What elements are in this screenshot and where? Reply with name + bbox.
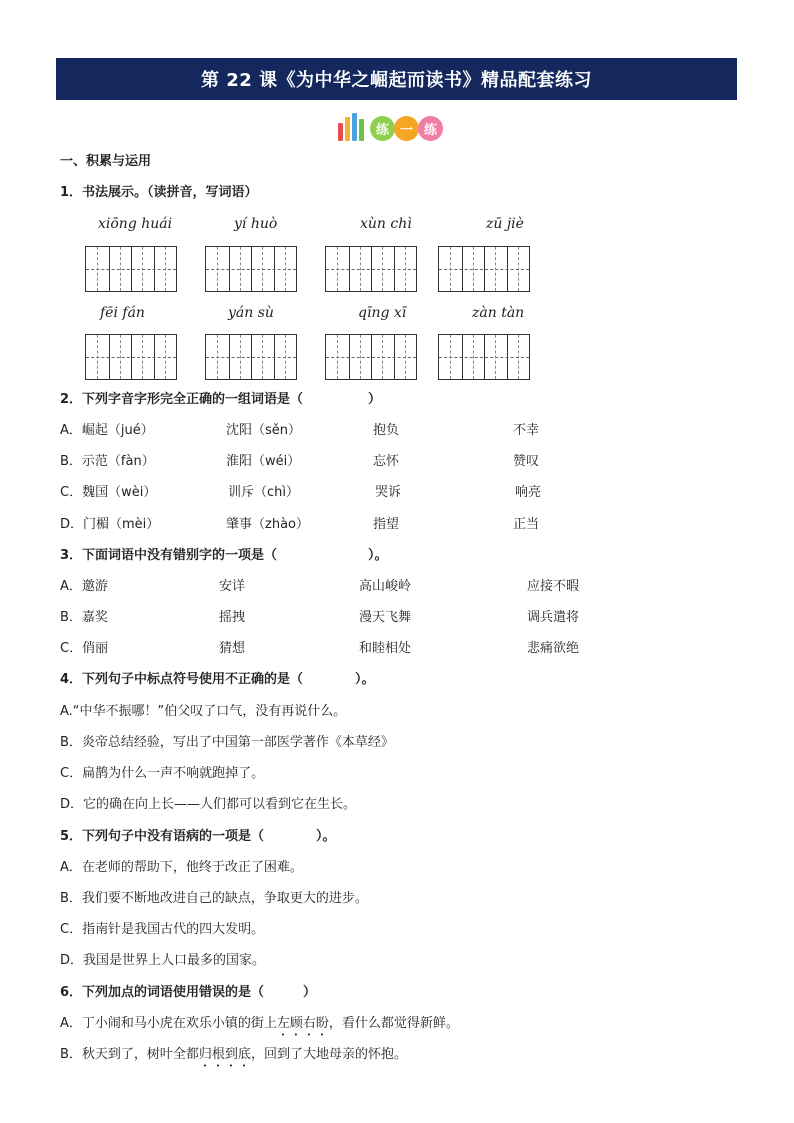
pinyin: yán sù	[228, 305, 274, 321]
option-d-word: 正当	[513, 517, 540, 532]
option-c: C．指南针是我国古代的四大发明。	[60, 922, 265, 937]
pencil-icon	[359, 119, 364, 141]
pinyin: yí huò	[234, 216, 278, 232]
option-c: C．扁鹊为什么一声不响就跑掉了。	[60, 766, 265, 781]
page-title: 第 22 课《为中华之崛起而读书》精品配套练习	[56, 58, 737, 100]
option-b: B．示范（fàn）	[60, 454, 155, 469]
writing-grid[interactable]	[85, 334, 177, 380]
badge-char: 练	[418, 116, 443, 141]
pinyin: xùn chì	[360, 216, 412, 232]
section-heading: 一、积累与运用	[60, 154, 152, 169]
option-b-word: 调兵遣将	[527, 610, 580, 625]
pinyin: xiōng huái	[98, 216, 173, 232]
option-d-word: 肇事（zhào）	[226, 517, 309, 532]
option-c-word: 训斥（chì）	[228, 485, 299, 500]
option-a-word: 不幸	[513, 423, 540, 438]
option-a: A.“中华不振哪！”伯父叹了口气，没有再说什么。	[60, 704, 347, 719]
question-2: 2．下列字音字形完全正确的一组词语是（ ）	[60, 392, 382, 407]
option-c-word: 哭诉	[375, 485, 402, 500]
pinyin: zàn tàn	[472, 305, 525, 321]
option-a-word: 抱负	[373, 423, 400, 438]
badge-char: 练	[370, 116, 395, 141]
pencil-icon	[352, 113, 357, 141]
option-c-word: 响亮	[515, 485, 542, 500]
option-a: A．在老师的帮助下，他终于改正了困难。	[60, 860, 303, 875]
dotted-word: 左顾右盼	[276, 1016, 329, 1031]
option-a: A．邀游	[60, 579, 108, 594]
writing-grid[interactable]	[438, 246, 530, 292]
pencil-icon	[338, 123, 343, 141]
option-d: D．门楣（mèi）	[60, 517, 160, 532]
option-a-word: 应接不暇	[527, 579, 580, 594]
option-b: B．嘉奖	[60, 610, 108, 625]
practice-badge	[338, 113, 446, 143]
option-c: C．魏国（wèi）	[60, 485, 157, 500]
option-c-word: 猜想	[219, 641, 246, 656]
option-b-word: 漫天飞舞	[359, 610, 412, 625]
option-a-word: 沈阳（sěn）	[226, 423, 302, 438]
badge-char: 一	[394, 116, 419, 141]
pencil-icon	[345, 117, 350, 141]
option-text: A．丁小闹和马小虎在欢乐小镇的街上	[60, 1016, 277, 1031]
option-b: B．炎帝总结经验，写出了中国第一部医学著作《本草经》	[60, 735, 394, 750]
option-b-word: 摇拽	[219, 610, 246, 625]
pinyin: zū jiè	[486, 216, 524, 232]
option-c-word: 和睦相处	[359, 641, 412, 656]
option-b-word: 淮阳（wéi）	[226, 454, 301, 469]
writing-grid[interactable]	[85, 246, 177, 292]
option-text: ，看什么都觉得新鲜。	[328, 1016, 459, 1031]
question-6: 6．下列加点的词语使用错误的是（ ）	[60, 985, 317, 1000]
writing-grid[interactable]	[205, 334, 297, 380]
option-a-word: 安详	[219, 579, 246, 594]
option-text: B．秋天到了，树叶全都	[60, 1047, 199, 1062]
question-4: 4．下列句子中标点符号使用不正确的是（ ）。	[60, 672, 375, 687]
writing-grid[interactable]	[325, 334, 417, 380]
option-d: D．我国是世界上人口最多的国家。	[60, 953, 266, 968]
option-b-word: 忘怀	[373, 454, 400, 469]
option-d-word: 指望	[373, 517, 400, 532]
option-c-word: 悲痛欲绝	[527, 641, 580, 656]
question-3: 3．下面词语中没有错别字的一项是（ ）。	[60, 548, 388, 563]
pinyin: fēi fán	[100, 305, 145, 321]
question-1: 1．书法展示。（读拼音，写词语）	[60, 185, 258, 200]
writing-grid[interactable]	[438, 334, 530, 380]
writing-grid[interactable]	[205, 246, 297, 292]
option-text: ，回到了大地母亲的怀抱。	[250, 1047, 407, 1062]
option-b-word: 赞叹	[513, 454, 540, 469]
option-b: B．我们要不断地改进自己的缺点，争取更大的进步。	[60, 891, 368, 906]
question-5: 5．下列句子中没有语病的一项是（ ）。	[60, 829, 336, 844]
dotted-word: 归根到底	[198, 1047, 251, 1062]
option-b	[60, 1043, 407, 1070]
option-c: C．俏丽	[60, 641, 109, 656]
option-a	[60, 1012, 459, 1039]
option-d: D．它的确在向上长——人们都可以看到它在生长。	[60, 797, 357, 812]
option-a: A．崛起（jué）	[60, 423, 154, 438]
pinyin: qīng xī	[358, 305, 407, 321]
option-a-word: 高山峻岭	[359, 579, 412, 594]
writing-grid[interactable]	[325, 246, 417, 292]
